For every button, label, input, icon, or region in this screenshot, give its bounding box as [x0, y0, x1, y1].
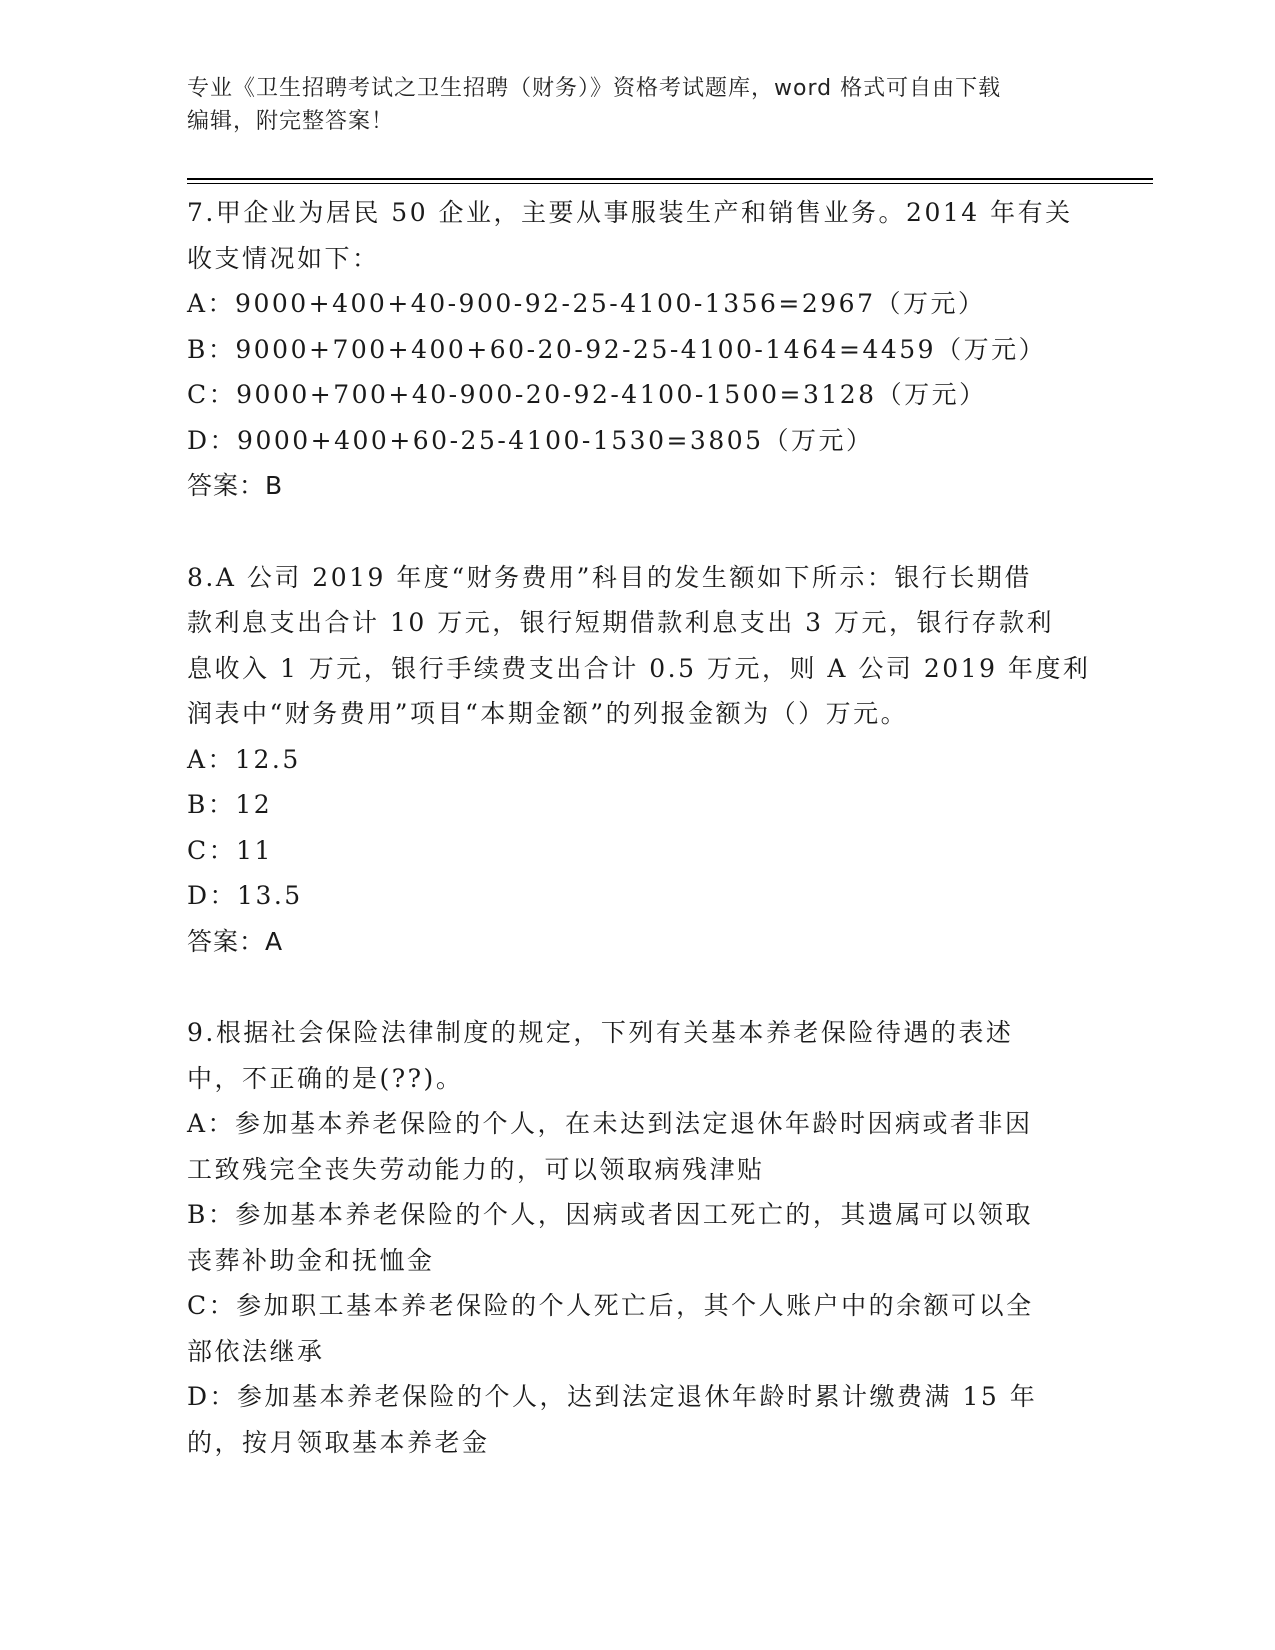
- question-8-answer: 答案：A: [187, 926, 284, 956]
- question-8-option-b: B：12: [187, 790, 273, 819]
- header-divider-thick: [187, 178, 1153, 180]
- question-8-stem-line-2: 款利息支出合计 10 万元，银行短期借款利息支出 3 万元，银行存款利: [187, 608, 1055, 637]
- header-divider-thin: [187, 183, 1153, 184]
- header-line-2: 编辑，附完整答案！: [187, 109, 395, 134]
- question-7-option-c: C：9000+700+40-900-20-92-4100-1500=3128（万元）: [187, 380, 987, 409]
- question-list: [187, 190, 1091, 1465]
- question-7: [187, 190, 1087, 509]
- question-9-option-c-line-2: 部依法继承: [187, 1336, 325, 1366]
- question-7-stem-line-1: 7.甲企业为居民 50 企业，主要从事服装生产和销售业务。2014 年有关: [187, 198, 1073, 227]
- document-header: [187, 72, 1067, 138]
- question-8-stem-line-1: 8.A 公司 2019 年度“财务费用”科目的发生额如下所示：银行长期借: [187, 562, 1032, 592]
- question-9-option-d-line-1: D：参加基本养老保险的个人，达到法定退休年龄时累计缴费满 15 年: [187, 1382, 1038, 1411]
- question-9-option-d-line-2: 的，按月领取基本养老金: [187, 1427, 490, 1457]
- question-9-option-c-line-1: C：参加职工基本养老保险的个人死亡后，其个人账户中的余额可以全: [187, 1291, 1034, 1320]
- question-8-option-c: C：11: [187, 835, 273, 865]
- question-9-option-a-line-1: A：参加基本养老保险的个人，在未达到法定退休年龄时因病或者非因: [187, 1109, 1033, 1138]
- question-spacer: [187, 964, 1087, 1010]
- question-9-option-a-line-2: 工致残完全丧失劳动能力的，可以领取病残津贴: [187, 1154, 765, 1184]
- question-9-option-b-line-2: 丧葬补助金和抚恤金: [187, 1245, 435, 1275]
- question-7-option-d: D：9000+400+60-25-4100-1530=3805（万元）: [187, 425, 874, 455]
- question-8-option-d: D：13.5: [187, 881, 303, 910]
- question-9-stem-line-1: 9.根据社会保险法律制度的规定，下列有关基本养老保险待遇的表述: [187, 1018, 1014, 1047]
- question-9-stem-line-2: 中，不正确的是(??)。: [187, 1063, 464, 1093]
- header-line-1: 专业《卫生招聘考试之卫生招聘（财务）》资格考试题库，word 格式可自由下载: [187, 76, 1002, 101]
- question-8-stem-line-4: 润表中“财务费用”项目“本期金额”的列报金额为（）万元。: [187, 699, 909, 728]
- question-7-stem-line-2: 收支情况如下：: [187, 243, 380, 273]
- question-9: [187, 1010, 1087, 1465]
- question-7-option-b: B：9000+700+400+60-20-92-25-4100-1464=4459（万元）: [187, 334, 1047, 364]
- question-8-stem-line-3: 息收入 1 万元，银行手续费支出合计 0.5 万元，则 A 公司 2019 年度利: [187, 653, 1091, 683]
- question-7-answer: 答案：B: [187, 471, 284, 500]
- question-9-option-b-line-1: B：参加基本养老保险的个人，因病或者因工死亡的，其遗属可以领取: [187, 1200, 1033, 1229]
- question-8-option-a: A：12.5: [187, 744, 301, 774]
- question-8: [187, 555, 1091, 965]
- question-spacer: [187, 509, 1087, 555]
- question-7-option-a: A：9000+400+40-900-92-25-4100-1356=2967（万元）: [187, 289, 986, 318]
